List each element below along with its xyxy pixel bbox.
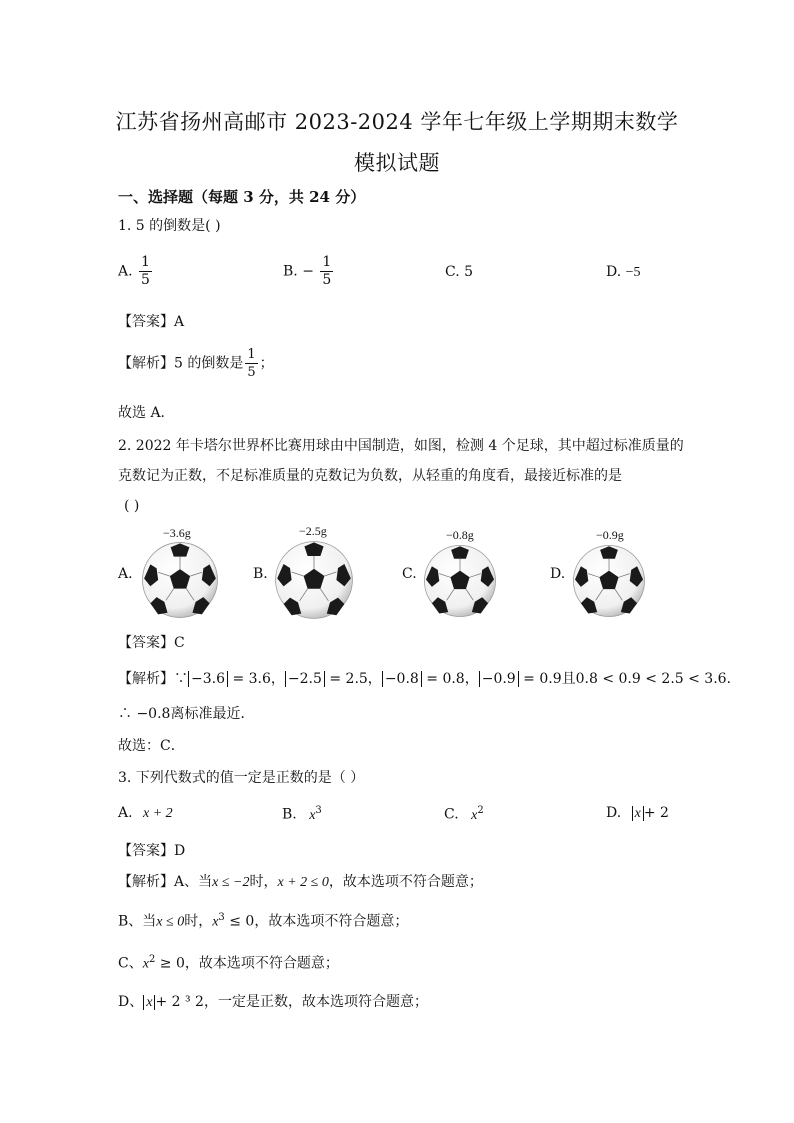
q1-answer: 【答案】A <box>118 314 185 330</box>
q3-a-prefix: 【解析】A、当 <box>118 874 213 890</box>
q3-option-c-label: C. <box>444 806 459 823</box>
q1-option-c: C. 5 <box>445 264 474 280</box>
q3-option-c <box>444 805 484 824</box>
q1-option-b-label: B. <box>283 263 298 280</box>
q3-d-rest: + 2 ³ 2 <box>155 994 204 1010</box>
q2-abs-1: −3.6 <box>188 671 228 687</box>
q2-option-a-label: A. <box>118 566 133 582</box>
q2-therefore: ∴ −0.8离标准最近． <box>118 706 255 722</box>
q2-option-c-weight: −0.8g <box>446 528 474 542</box>
q3-option-c-exp: 2 <box>477 805 484 816</box>
q3-option-d <box>606 805 669 822</box>
q1-option-b-fraction <box>320 254 333 289</box>
q1-analysis-fraction <box>245 346 257 381</box>
q3-analysis-b <box>118 908 408 933</box>
q2-abs-3: −0.8 <box>382 671 422 687</box>
soccer-ball-a-icon <box>141 541 219 619</box>
q3-d-abs: x <box>143 995 155 1010</box>
q2-and: 且 <box>561 671 576 687</box>
q2-analysis <box>118 669 741 689</box>
section-heading: 一、选择题（每题 3 分，共 24 分） <box>118 188 366 206</box>
q3-option-d-rest: + 2 <box>643 805 669 821</box>
q2-eq-4: = 0.9 <box>523 671 562 687</box>
q1-analysis-suffix: ； <box>259 355 274 372</box>
q2-option-d-label: D. <box>550 566 566 582</box>
q3-a-expr: x + 2 ≤ 0 <box>277 875 329 890</box>
q3-option-a-label: A. <box>118 805 133 821</box>
q1-option-d-label: D. <box>606 264 622 280</box>
q1-analysis-prefix: 【解析】5 的倒数是 <box>118 355 244 372</box>
q2-analysis-prefix: 【解析】∵ <box>118 671 188 687</box>
q2-stem-line2: 克数记为正数，不足标准质量的克数记为负数，从轻重的角度看，最接近标准的是 <box>118 468 622 484</box>
q2-stem-line3: ( ) <box>124 498 140 514</box>
q1-option-a-num: 1 <box>141 254 150 270</box>
soccer-ball-c-icon <box>423 544 497 618</box>
q3-analysis-d <box>118 992 428 1013</box>
q3-b-suffix: ，故本选项不符合题意； <box>254 913 409 930</box>
q3-option-a <box>118 805 173 822</box>
q2-eq-1: = 3.6， <box>232 671 285 687</box>
q3-a-mid: 时， <box>249 874 278 890</box>
q2-option-c-label: C. <box>402 566 417 582</box>
q2-eq-3: = 0.8， <box>426 671 479 687</box>
q1-option-a <box>118 254 154 289</box>
q1-option-b <box>283 254 335 289</box>
q3-option-a-expr: x + 2 <box>143 806 173 821</box>
q3-analysis-a <box>118 872 483 893</box>
q3-d-suffix: ，一定是正数，故本选项符合题意； <box>203 994 428 1010</box>
q3-b-rest: ≤ 0 <box>224 913 255 930</box>
q2-option-b-label: B. <box>253 566 268 582</box>
q1-option-b-sign: − <box>302 263 314 280</box>
q1-analysis-den: 5 <box>247 365 256 380</box>
q3-b-cond: x ≤ 0 <box>156 914 185 930</box>
q3-option-b-label: B. <box>282 806 297 823</box>
q1-option-b-num: 1 <box>322 254 332 270</box>
q1-conclusion: 故选 A． <box>118 405 175 421</box>
q3-analysis-c <box>118 950 339 975</box>
q3-a-suffix: ，故本选项不符合题意； <box>328 874 483 890</box>
q2-stem-line1: 2. 2022 年卡塔尔世界杯比赛用球由中国制造，如图，检测 4 个足球，其中超过标准质量的 <box>118 438 684 454</box>
q3-option-d-label: D. <box>606 805 622 821</box>
doc-title-line1: 江苏省扬州高邮市 2023-2024 学年七年级上学期期末数学 <box>115 110 679 134</box>
q3-option-b-base: x <box>309 807 316 823</box>
q2-option-a-weight: −3.6g <box>163 526 191 540</box>
q2-option-d-weight: −0.9g <box>596 528 624 542</box>
q3-c-rest: ≥ 0 <box>155 955 185 972</box>
q2-abs-2: −2.5 <box>285 671 325 687</box>
q2-option-b-weight: −2.5g <box>299 524 327 538</box>
q3-answer: 【答案】D <box>118 843 186 859</box>
soccer-ball-b-icon <box>274 540 354 620</box>
q3-c-suffix: ，故本选项不符合题意； <box>184 955 339 972</box>
q3-b-base: x <box>212 914 219 930</box>
q1-option-d-value: −5 <box>625 265 641 280</box>
q3-option-d-abs: x <box>632 806 644 821</box>
q3-c-base: x <box>142 956 149 972</box>
q2-abs-4: −0.9 <box>479 671 519 687</box>
q3-stem: 3. 下列代数式的值一定是正数的是（ ） <box>118 770 365 786</box>
q1-option-a-den: 5 <box>141 272 150 288</box>
q3-option-b-exp: 3 <box>315 805 322 816</box>
q3-option-b <box>282 805 322 824</box>
q1-option-d <box>606 264 641 281</box>
q1-stem: 1. 5 的倒数是( ) <box>118 218 221 234</box>
q1-option-a-fraction <box>139 254 152 289</box>
q3-d-prefix: D、 <box>118 994 144 1010</box>
q1-option-a-label: A. <box>118 263 133 280</box>
q2-eq-2: = 2.5， <box>329 671 382 687</box>
q3-b-prefix: B、当 <box>118 913 157 930</box>
q1-analysis <box>118 346 274 381</box>
q3-c-exp: 2 <box>148 954 156 965</box>
q3-c-prefix: C、 <box>118 955 143 972</box>
q2-conclusion: 故选：C． <box>118 738 185 754</box>
q3-option-c-base: x <box>471 807 478 823</box>
q2-chain: 0.8 < 0.9 < 2.5 < 3.6 <box>575 671 727 687</box>
q2-end: ． <box>726 671 741 687</box>
q3-b-exp: 3 <box>218 912 225 923</box>
q2-answer: 【答案】C <box>118 635 185 651</box>
soccer-ball-d-icon <box>572 544 646 618</box>
q3-b-mid: 时， <box>184 913 213 930</box>
q1-analysis-num: 1 <box>247 347 256 362</box>
q3-a-cond: x ≤ −2 <box>212 875 250 890</box>
doc-title-line2: 模拟试题 <box>354 151 440 175</box>
q1-option-b-den: 5 <box>322 272 332 288</box>
